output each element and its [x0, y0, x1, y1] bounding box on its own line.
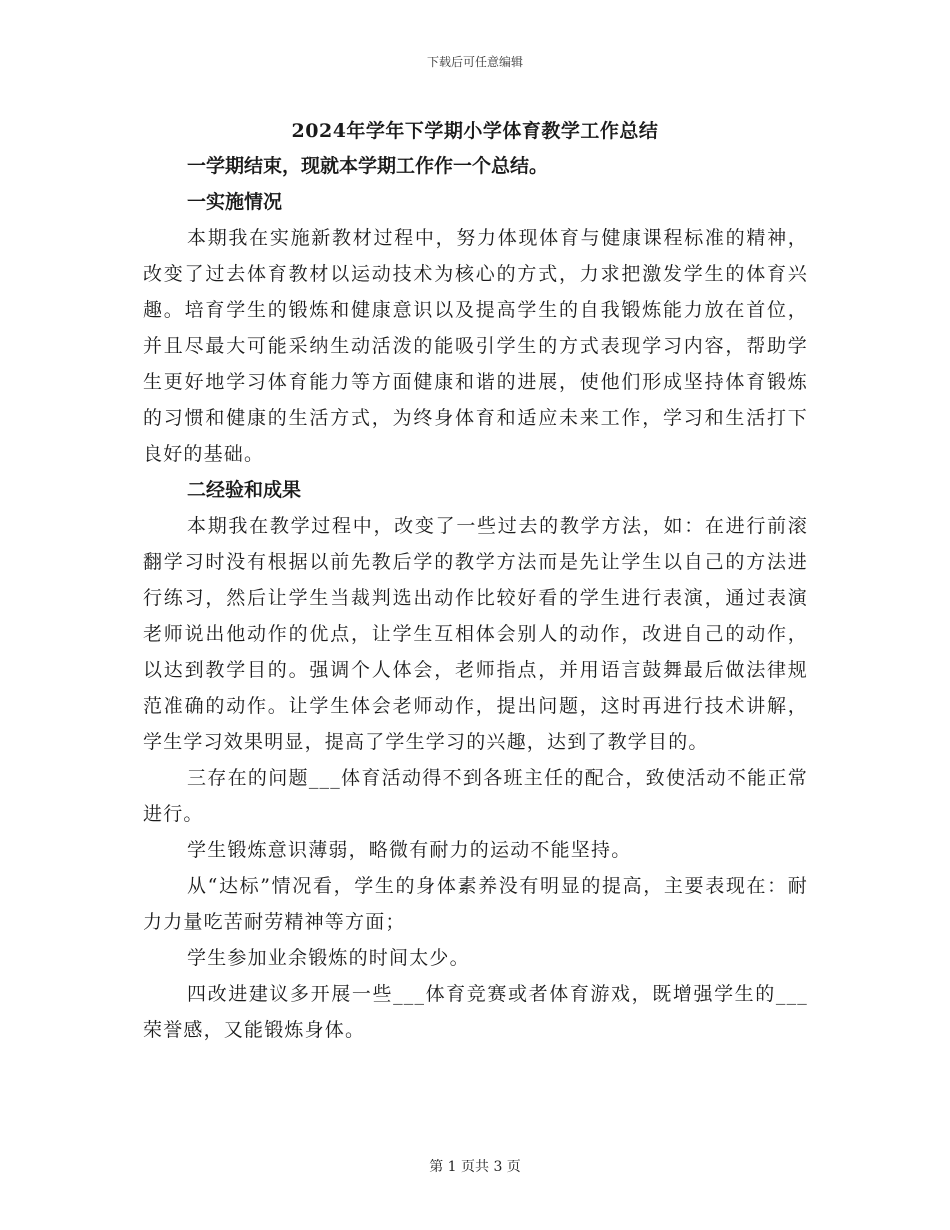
document-title: 2024年学年下学期小学体育教学工作总结 [291, 120, 659, 142]
section4-paragraph: 四改进建议多开展一些___体育竞赛或者体育游戏，既增强学生的___荣誉感，又能锻炼身体。 [143, 983, 808, 1041]
page-number: 第 1 页共 3 页 [429, 1159, 521, 1175]
section1-heading: 一实施情况 [187, 191, 283, 213]
section2-heading: 二经验和成果 [187, 479, 302, 501]
section3-paragraph-1: 三存在的问题___体育活动得不到各班主任的配合，致使活动不能正常进行。 [143, 767, 808, 825]
header-note: 下载后可任意编辑 [426, 55, 523, 69]
section3-paragraph-2: 学生锻炼意识薄弱，略微有耐力的运动不能坚持。 [187, 839, 632, 861]
section3-paragraph-3: 从“达标”情况看，学生的身体素养没有明显的提高，主要表现在：耐力力量吃苦耐劳精神等方面； [143, 875, 808, 933]
section3-paragraph-4: 学生参加业余锻炼的时间太少。 [187, 947, 470, 969]
section2-paragraph: 本期我在教学过程中，改变了一些过去的教学方法，如：在进行前滚翻学习时没有根据以前先教后学的教学方法而是先让学生以自己的方法进行练习，然后让学生当裁判选出动作比较好看的学生进行表演，通过表演老师说出他动作的优点，让学生互相体会别人的动作，改进自己的动作，以达到教学目的。强调个人体会，老师指点，并用语言鼓舞最后做法律规范准确的动作。让学生体会老师动作，提出问题，这时再进行技术讲解，学生学习效果明显，提高了学生学习的兴趣，达到了教学目的。 [143, 515, 808, 753]
document-body [143, 148, 808, 1048]
intro-line: 一学期结束，现就本学期工作作一个总结。 [187, 155, 549, 177]
section1-paragraph: 本期我在实施新教材过程中，努力体现体育与健康课程标准的精神，改变了过去体育教材以运动技术为核心的方式，力求把激发学生的体育兴趣。培育学生的锻炼和健康意识以及提高学生的自我锻炼能力放在首位，并且尽最大可能采纳生动活泼的能吸引学生的方式表现学习内容，帮助学生更好地学习体育能力等方面健康和谐的进展，使他们形成坚持体育锻炼的习惯和健康的生活方式，为终身体育和适应未来工作，学习和生活打下良好的基础。 [143, 227, 808, 465]
